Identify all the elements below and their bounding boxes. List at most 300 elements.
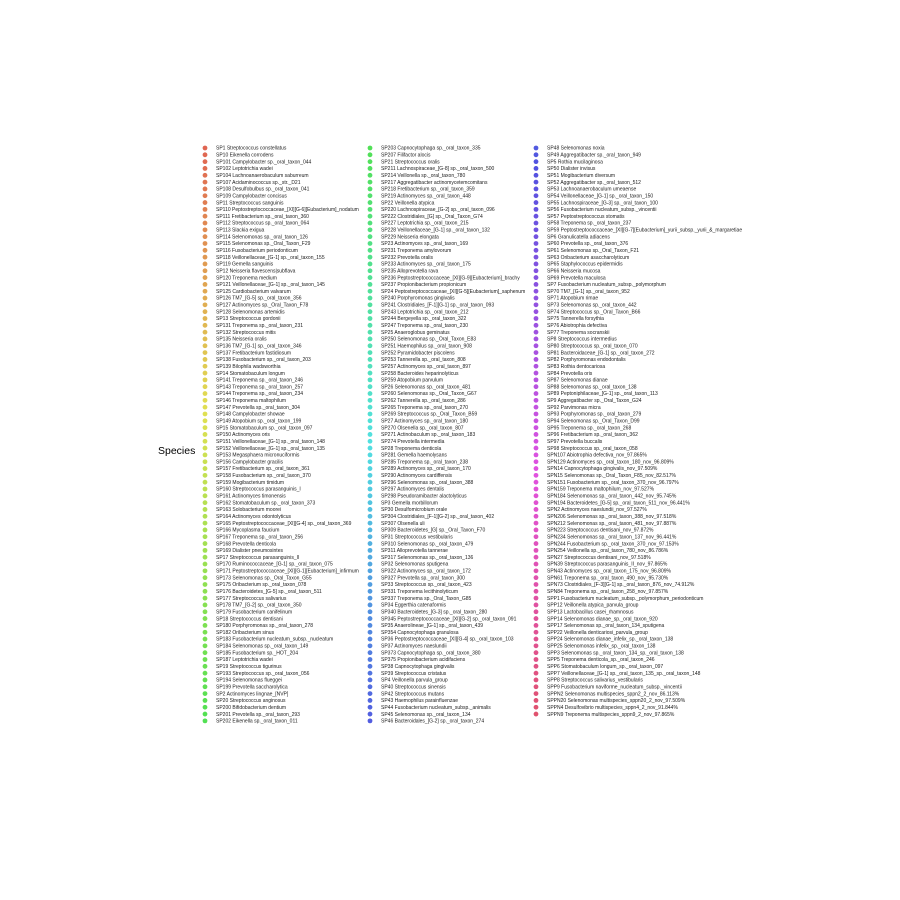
legend-key-dot [203,268,208,273]
legend-label: SP113 Slackia exigua [216,227,265,234]
legend-key-dot [203,555,208,560]
legend-key-dot [534,684,539,689]
legend-label: SP290 Actinomyces cardiffensis [381,473,453,480]
legend-key-dot [368,309,373,314]
legend-key-dot [203,432,208,437]
legend-key-dot [368,589,373,594]
legend-key-dot [203,316,208,321]
legend-label: SP65 Staphylococcus epidermidis [547,261,623,268]
legend-label: SP157 Fretibacterium sp._oral_taxon_361 [216,466,310,473]
legend-label: SP57 Peptostreptococcus stomatis [547,213,625,220]
legend-label: SP38 Capnocytophaga gingivalis [381,664,455,671]
legend-key-dot [368,480,373,485]
legend-label: SP171 Peptostreptococcaceae_[XI][G-1][Eubacterium]_infirmum [216,568,359,575]
legend-label: SP143 Treponema sp._oral_taxon_257 [216,384,304,391]
legend-key-dot [368,705,373,710]
legend-label: SPN2 Actinomyces naeslundii_nov_97.527% [547,507,647,514]
legend-label: SP176 Bacteroidetes_[G-5] sp._oral_taxon_511 [216,589,322,595]
legend-label: SP309 Bacteroidetes_[G] sp._Oral_Taxon_F70 [381,527,486,534]
legend-key-dot [203,337,208,342]
legend-key-dot [534,343,539,348]
legend-label: SP34 Eggerthia catenaformis [381,602,447,609]
legend-label: SP89 Peptoniphilaceae_[G-1] sp._oral_taxon_113 [547,391,658,398]
legend-key-dot [368,391,373,396]
legend-label: SP257 Actinomyces sp._oral_taxon_897 [381,363,471,370]
legend-label: SPP13 Lactobacillus casei_rhamnosus [547,609,634,616]
legend-key-dot [368,453,373,458]
legend-label: SP322 Actinomyces sp._oral_taxon_172 [381,568,471,575]
legend-key-dot [368,507,373,512]
legend-key-dot [534,289,539,294]
legend-label: SP202 Eikenella sp._oral_taxon_011 [216,718,298,725]
legend-label: SP207 Filifactor alocis [381,152,431,159]
legend-label: SP120 Treponema medium [216,275,277,282]
legend-key-dot [203,412,208,417]
legend-key-dot [203,487,208,492]
legend-label: SP71 Atopobium rimae [547,295,599,302]
legend-label: SPN61 Treponema sp._oral_taxon_490_nov_95.730% [547,575,669,582]
legend-label: SP101 Campylobacter sp._oral_taxon_044 [216,159,312,166]
legend-key-dot [368,575,373,580]
legend-label: SP27 Actinomyces sp._oral_taxon_180 [381,418,468,425]
legend-label: SPN14 Capnocytophaga gingivalis_nov_97.509% [547,466,658,473]
legend-label: SP128 Selenomonas artemidis [216,309,285,316]
legend-label: SP337 Treponema sp._Oral_Taxon_G85 [381,595,472,602]
legend-label: SP21 Streptococcus oralis [381,159,440,166]
legend-key-dot [534,568,539,573]
legend-key-dot [368,603,373,608]
legend-label: SP56 Fusobacterium nucleatum_subsp._vincentii [547,207,657,214]
legend-key-dot [203,609,208,614]
legend-label: SP83 Rothia dentocariosa [547,363,606,370]
legend-key-dot [203,343,208,348]
legend-key-dot [203,459,208,464]
legend-label: SP43 Haemophilus parainfluenzae [381,698,458,705]
legend-label: SP289 Actinomyces sp._oral_taxon_170 [381,466,471,473]
legend-key-dot [203,643,208,648]
legend-label: SP15 Stomatobaculum sp._oral_taxon_097 [216,425,313,432]
legend-key-dot [534,398,539,403]
legend-key-dot [534,555,539,560]
legend-key-dot [534,350,539,355]
legend-key-dot [534,480,539,485]
legend-key-dot [368,425,373,430]
legend-key-dot [368,398,373,403]
legend-key-dot [368,562,373,567]
legend-label: SP48 Selenomonas noxia [547,145,605,152]
legend-key-dot [368,241,373,246]
legend-label: SP70 TM7_[G-1] sp._oral_taxon_952 [547,288,630,295]
legend-key-dot [534,418,539,423]
legend-label: SP240 Porphyromonas gingivalis [381,295,455,302]
legend-label: SP146 Treponema maltophilum [216,398,287,405]
legend-key-dot [368,678,373,683]
legend-key-dot [534,609,539,614]
legend-key-dot [203,657,208,662]
legend-key-dot [368,650,373,655]
legend-label: SP152 Veillonellaceae_[G-1] sp._oral_taxon_135 [216,445,325,452]
legend-key-dot [203,548,208,553]
legend-key-dot [203,377,208,382]
legend-label: SP88 Selenomonas sp._oral_taxon_138 [547,384,637,391]
legend-label: SP310 Selenomonas sp._oral_taxon_479 [381,541,474,548]
legend-key-dot [203,650,208,655]
legend-label: SP2 Actinomyces lingnae_[NVP] [216,691,289,698]
legend-label: SP80 Streptococcus sp._oral_taxon_070 [547,343,638,350]
legend-label: SP1 Streptococcus constellatus [216,145,287,152]
legend-key-dot [368,630,373,635]
legend-key-dot [368,568,373,573]
legend-label: SP60 Prevotella sp._oral_taxon_376 [547,241,629,248]
legend-key-dot [368,350,373,355]
legend-label: SP159 Mogibacterium timidum [216,479,285,486]
legend-key-dot [534,193,539,198]
legend-label: SP138 Fusobacterium sp._oral_taxon_203 [216,357,311,364]
legend-label: SPP12 Veillonella atypica_parvula_group [547,602,639,609]
legend-label: SP149 Atopobium sp._oral_taxon_199 [216,418,302,425]
legend-key-dot [368,528,373,533]
legend-label: SP228 Veillonellaceae_[G-1] sp._oral_taxon_132 [381,227,490,234]
legend-key-dot [203,575,208,580]
legend-key-dot [203,221,208,226]
legend-key-dot [368,521,373,526]
legend-key-dot [368,514,373,519]
legend-key-dot [203,705,208,710]
legend-key-dot [203,296,208,301]
legend-key-dot [534,712,539,717]
legend-key-dot [203,227,208,232]
legend-label: SPP9 Fusobacterium naviforme_nucleatum_subsp._vincentii [547,684,682,691]
legend-label: SP19 Streptococcus tigurinus [216,664,282,671]
legend-key-dot [534,330,539,335]
legend-label: SP26 Selenomonas sp._oral_taxon_481 [381,384,471,391]
legend-key-dot [203,582,208,587]
legend-key-dot [368,282,373,287]
legend-key-dot [203,480,208,485]
legend-label: SP161 Actinomyces timonensis [216,493,286,500]
legend-key-dot [534,616,539,621]
legend-key-dot [203,193,208,198]
legend-key-dot [534,603,539,608]
legend-key-dot [368,371,373,376]
legend-key-dot [534,296,539,301]
legend-key-dot [534,466,539,471]
legend-label: SP231 Treponema amylovorum [381,248,452,254]
legend-label: SP51 Mogibacterium diversum [547,172,616,179]
legend-key-dot [534,698,539,703]
legend-key-dot [203,507,208,512]
legend-key-dot [534,623,539,628]
legend-label: SP44 Fusobacterium nucleatum_subsp._animalis [381,704,491,711]
legend-key-dot [368,289,373,294]
legend-label: SP97 Prevotella buccalis [547,438,603,445]
legend-label: SP177 Streptococcus salivarius [216,595,287,602]
legend-key-dot [368,596,373,601]
legend-label: SP158 Fusobacterium sp._oral_taxon_370 [216,473,311,480]
legend-key-dot [368,664,373,669]
legend-key-dot [534,180,539,185]
legend-key-dot [368,343,373,348]
legend-key-dot [368,643,373,648]
legend-label: SPN107 Abiotrophia defectiva_nov_97.865% [547,452,647,459]
legend-key-dot [534,316,539,321]
legend-key-dot [203,630,208,635]
legend-label: SP14 Stomatobaculum longum [216,370,285,377]
legend-label: SPN254 Veillonella sp._oral_taxon_780_nov_86.786% [547,548,669,555]
legend-label: SP59 Peptostreptococcaceae_[XI][G-7][Eubacterium]_yurii_subsp._yurii_&_margaretiae [547,227,743,234]
legend-key-dot [203,637,208,642]
legend-label: SP81 Bacteroidaceae_[G-1] sp._oral_taxon_272 [547,350,655,357]
legend-label: SP270 Olsenella sp._oral_taxon_807 [381,425,464,432]
legend-label: SPPN4 Desulfovibrio multispecies_sppn4_2_nov_91.844% [547,704,678,711]
legend-key-dot [203,568,208,573]
legend-label: SP17 Streptococcus parasanguinis_II [216,554,300,561]
legend-key-dot [534,630,539,635]
legend-key-dot [534,309,539,314]
legend-key-dot [368,466,373,471]
legend-label: SP164 Actinomyces odontolyticus [216,513,292,520]
legend-label: SP84 Prevotella oris [547,370,593,377]
legend-label: SP52 Aggregatibacter sp._oral_taxon_512 [547,179,641,186]
legend-key-dot [203,309,208,314]
legend-label: SP241 Clostridiales_[F-1][G-1] sp._oral_taxon_093 [381,302,495,309]
legend-key-dot [534,268,539,273]
legend-key-dot [368,296,373,301]
legend-label: SP199 Prevotella saccharolytica [216,684,288,691]
legend-key-dot [368,637,373,642]
legend-label: SP222 Clostridiales_[G] sp._Oral_Taxon_G74 [381,213,483,220]
legend-key-dot [534,507,539,512]
legend-label: SP354 Capnocytophaga granulosa [381,629,459,636]
legend-label: SP6 Granulicatella adiacens [547,234,610,241]
legend-label: SP327 Prevotella sp._oral_taxon_300 [381,575,465,582]
legend-key-dot [203,166,208,171]
legend-label: SP131 Treponema sp._oral_taxon_231 [216,323,304,330]
legend-key-dot [368,616,373,621]
legend-key-dot [203,616,208,621]
legend-key-dot [534,664,539,669]
legend-key-dot [368,609,373,614]
legend-label: SP271 Actinobaculum sp._oral_taxon_183 [381,432,476,439]
legend-key-dot [534,227,539,232]
legend-label: SP18 Streptococcus dentisani [216,616,283,623]
legend-label: SP69 Prevotella maculosa [547,275,606,282]
legend-label: SP201 Prevotella sp._oral_taxon_293 [216,711,300,718]
legend-label: SP24 Peptostreptococcaceae_[XI][G-5][Eubacterium]_saphenum [381,288,526,295]
legend-key-dot [203,384,208,389]
legend-label: SP163 Solobacterium moorei [216,507,282,514]
legend-label: SP94 Selenomonas sp._Oral_Taxon_D99 [547,418,640,425]
legend-label: SP183 Fusobacterium nucleatum_subsp._nucleatum [216,636,334,643]
legend-key-dot [203,398,208,403]
legend-key-dot [534,357,539,362]
legend-label: SP20 Streptococcus anginosus [216,698,286,705]
legend-key-dot [203,453,208,458]
legend-label: SPP22 Veillonella denticariosi_parvula_group [547,629,648,636]
legend-key-dot [368,412,373,417]
legend-key-dot [534,282,539,287]
legend-key-dot [203,282,208,287]
legend-label: SP220 Lachnospiraceae_[G-2] sp._oral_taxon_096 [381,207,495,214]
legend-key-dot [203,248,208,253]
legend-key-dot [534,364,539,369]
legend-label: SP112 Streptococcus sp._oral_taxon_064 [216,220,310,227]
legend-label: SP244 Bergeyella sp._oral_taxon_322 [381,316,467,323]
legend-key-dot [203,528,208,533]
legend-key-dot [203,302,208,307]
legend-label: SP169 Dialister pneumosintes [216,548,283,555]
legend-label: SPN15 Selenomonas sp._Oral_Taxon_F85_nov_82.517% [547,473,676,480]
legend-label: SP35 Anaerolineae_[G-1] sp._oral_taxon_439 [381,623,484,630]
legend-key-dot [534,255,539,260]
legend-label: SP82 Porphyromonas endodontalis [547,357,626,364]
legend-label: SPP1 Fusobacterium nucleatum_subsp._polymorphum_periodonticum [547,595,704,602]
legend-key-dot [534,650,539,655]
legend-label: SP331 Treponema lecithinolyticum [381,589,458,595]
legend-key-dot [203,671,208,676]
legend-label: SP33 Streptococcus sp._oral_taxon_423 [381,582,472,589]
legend-key-dot [203,350,208,355]
legend-label: SP260 Selenomonas sp._Oral_Taxon_G67 [381,391,477,398]
legend-key-dot [368,718,373,723]
legend-label: SP269 Streptococcus sp._Oral_Taxon_B59 [381,411,478,418]
legend-key-dot [368,227,373,232]
legend-label: SP217 Aggregatibacter actinomycetemcomitans [381,179,488,186]
legend-key-dot [534,487,539,492]
legend-label: SP7 Fusobacterium nucleatum_subsp._polymorphum [547,282,666,289]
legend-key-dot [368,684,373,689]
legend-key-dot [368,418,373,423]
legend-key-dot [203,364,208,369]
legend-label: SP229 Neisseria elongata [381,234,439,241]
legend-key-dot [368,221,373,226]
legend-key-dot [203,152,208,157]
legend-key-dot [203,323,208,328]
legend-label: SP104 Lachnoanaerobaculum saburreum [216,172,309,179]
legend-key-dot [203,275,208,280]
legend-key-dot [534,493,539,498]
legend-key-dot [534,384,539,389]
legend-key-dot [368,623,373,628]
legend-key-dot [203,698,208,703]
legend-key-dot [368,159,373,164]
legend-label: SPN84 Treponema sp._oral_taxon_258_nov_97.857% [547,589,669,595]
legend-key-dot [203,678,208,683]
legend-key-dot [368,200,373,205]
legend-key-dot [368,268,373,273]
legend-key-dot [534,453,539,458]
legend-key-dot [368,323,373,328]
legend-label: SPP5 Treponema denticola_sp._oral_taxon_246 [547,657,655,664]
legend-label: SP218 Fretibacterium sp._oral_taxon_359 [381,186,475,193]
legend-label: SP179 Fusobacterium canifelinum [216,609,293,616]
legend-key-dot [534,589,539,594]
legend-label: SP127 Actinomyces sp._Oral_Taxon_F78 [216,302,309,309]
legend-key-dot [368,166,373,171]
legend-key-dot [203,255,208,260]
legend-label: SP54 Veillonellaceae_[G-1] sp._oral_taxon_150 [547,193,654,200]
legend-label: SP37 Actinomyces naeslundii [381,643,447,650]
legend-label: SP8 Streptococcus intermedius [547,336,617,343]
legend-label: SPN184 Selenomonas sp._oral_taxon_442_nov_95.745% [547,493,677,500]
legend-label: SP184 Selenomonas sp._oral_taxon_149 [216,643,309,650]
legend-label: SPP3 Selenomonas sp._oral_taxon_134_sp._oral_taxon_138 [547,650,684,657]
legend-key-dot [203,521,208,526]
legend-key-dot [368,432,373,437]
legend-label: SP92 Parvimonas micra [547,404,601,411]
legend-key-dot [203,180,208,185]
legend-label: SPN39 Streptococcus parasanguinis_II_nov_97.865% [547,561,668,568]
legend-key-dot [368,500,373,505]
legend-key-dot [534,159,539,164]
legend-label: SP167 Treponema sp._oral_taxon_256 [216,534,304,541]
legend-label: SP156 Campylobacter gracilis [216,459,283,466]
legend-key-dot [203,262,208,267]
legend-key-dot [203,718,208,723]
legend-key-dot [534,302,539,307]
legend-key-dot [203,514,208,519]
legend-label: SPN194 Bacteroidetes_[G-5] sp._oral_taxon_511_nov_96.441% [547,500,690,507]
legend-label: SP219 Actinomyces sp._oral_taxon_448 [381,193,471,200]
legend-key-dot [534,582,539,587]
legend-label: SP75 Tannerella forsythia [547,316,604,323]
legend-label: SP168 Prevotella denticola [216,541,277,548]
legend-key-dot [203,712,208,717]
legend-key-dot [368,493,373,498]
legend-key-dot [203,466,208,471]
legend-key-dot [534,596,539,601]
legend-key-dot [534,200,539,205]
legend-label: SP262 Tannerella sp._oral_taxon_286 [381,398,466,405]
legend-key-dot [534,248,539,253]
legend-key-dot [203,207,208,212]
legend-label: SPPN9 Treponema multispecies_sppn9_2_nov_97.865% [547,711,675,718]
legend-key-dot [534,377,539,382]
legend-label: SP236 Peptostreptococcaceae_[XI][G-9][Eubacterium]_brachy [381,275,520,282]
legend-label: SPP8 Streptococcus salivarius_vestibularis [547,677,643,684]
legend-label: SP87 Selenomonas dianae [547,377,608,384]
legend-label: SPP14 Selenomonas dianae_sp._oral_taxon_920 [547,616,658,623]
legend-key-dot [203,241,208,246]
legend-label: SP317 Selenomonas sp._oral_taxon_136 [381,554,474,561]
legend-label: SP109 Campylobacter concisus [216,193,287,200]
legend-label: SP114 Selenomonas sp._oral_taxon_126 [216,234,308,241]
legend-label: SP5 Rothia mucilaginosa [547,159,603,166]
legend-label: SP160 Streptococcus parasanguinis_I [216,486,301,493]
legend-key-dot [534,337,539,342]
legend-key-dot [368,357,373,362]
legend-key-dot [203,589,208,594]
legend-label: SP153 Megasphaera micronuciformis [216,452,300,459]
legend-key-dot [534,562,539,567]
legend-key-dot [534,548,539,553]
legend-label: SP13 Streptococcus gordonii [216,316,281,323]
legend-key-dot [203,405,208,410]
legend-key-dot [203,446,208,451]
legend-label: SP49 Aggregatibacter sp._oral_taxon_949 [547,152,641,159]
legend-key-dot [203,391,208,396]
legend-key-dot [368,657,373,662]
legend-key-dot [534,514,539,519]
legend-key-dot [534,262,539,267]
legend-label: SP73 Selenomonas sp._oral_taxon_442 [547,302,637,309]
legend-label: SP45 Selenomonas sp._oral_taxon_134 [381,711,471,718]
legend-key-dot [534,391,539,396]
legend-label: SP258 Bacteroides heparinolyticus [381,370,459,377]
legend-label: SP107 Acidaminococcus sp._str._D21 [216,179,301,186]
legend-label: SP74 Streptococcus sp._Oral_Taxon_B66 [547,309,641,316]
legend-label: SP4 Veillonella parvula_group [381,677,448,684]
